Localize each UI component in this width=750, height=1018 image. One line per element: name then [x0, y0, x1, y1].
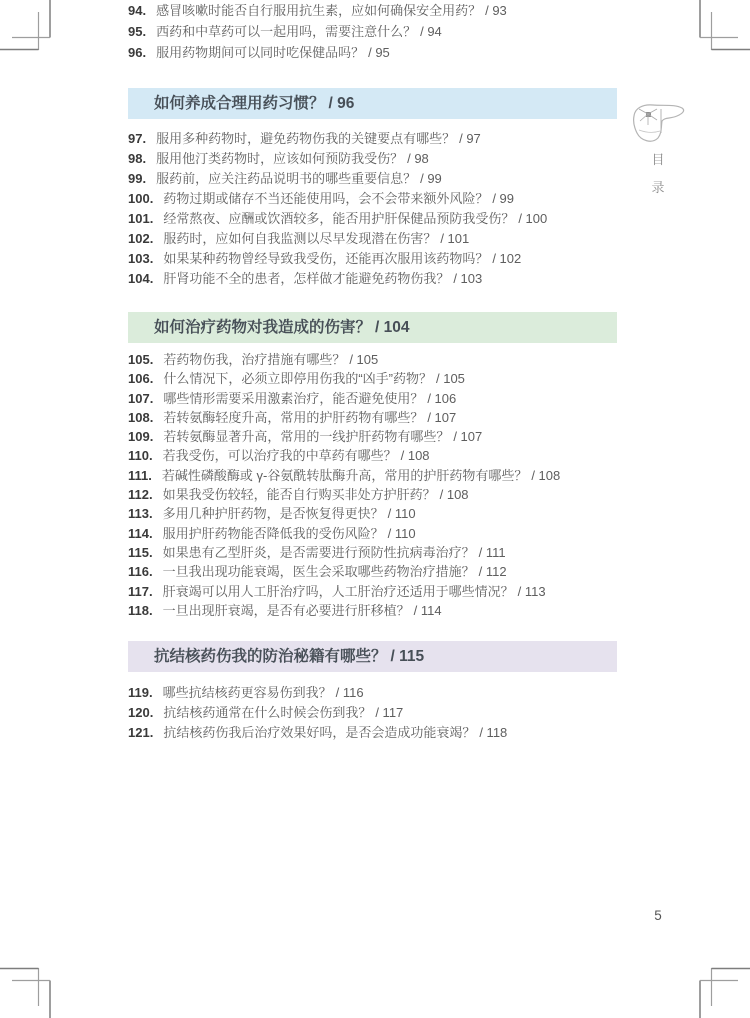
toc-item — [128, 446, 617, 465]
toc-item-page-ref: / 105 — [435, 371, 465, 387]
toc-item-text: 如果患有乙型肝炎，是否需要进行预防性抗病毒治疗？ — [162, 544, 475, 560]
section-page-ref: / 104 — [375, 319, 410, 336]
toc-item-page-ref: / 114 — [413, 602, 442, 618]
toc-item-page-ref: / 110 — [387, 525, 416, 541]
toc-item-text: 服用多种药物时，避免药物伤我的关键要点有哪些？ — [156, 131, 456, 146]
toc-item — [128, 543, 617, 562]
toc-item-text: 什么情况下，必须立即停用伤我的“凶手”药物？ — [163, 371, 432, 387]
toc-item-page-ref: / 107 — [453, 429, 483, 445]
toc-item-number: 111. — [128, 467, 152, 483]
toc-item-text: 感冒咳嗽时能否自行服用抗生素，应如何确保安全用药？ — [156, 3, 482, 18]
toc-item-number: 120. — [128, 705, 154, 721]
toc-item-text: 服药时，应如何自我监测以尽早发现潜在伤害？ — [163, 231, 437, 246]
toc-section-2 — [128, 312, 617, 620]
toc-item-number: 118. — [128, 602, 153, 618]
page-number: 5 — [654, 908, 662, 923]
toc-item — [128, 209, 617, 229]
toc-item-page-ref: / 97 — [459, 131, 481, 146]
toc-item-page-ref: / 103 — [453, 271, 483, 286]
toc-item-page-ref: / 118 — [479, 725, 508, 741]
liver-icon — [627, 100, 687, 148]
toc-item — [128, 169, 617, 189]
section-header-1 — [128, 88, 617, 119]
toc-item — [128, 582, 617, 601]
toc-item-number: 106. — [128, 371, 154, 387]
toc-section-2-list — [128, 350, 617, 620]
toc-item-number: 95. — [128, 24, 147, 39]
toc-item-number: 108. — [128, 409, 154, 425]
section-title: 如何养成合理用药习惯？ — [154, 95, 325, 112]
toc-item-text: 若我受伤，可以治疗我的中草药有哪些？ — [162, 448, 397, 464]
toc-item-number: 121. — [128, 725, 154, 741]
toc-item-number: 105. — [128, 352, 154, 367]
corner-mark-top-right — [690, 0, 750, 60]
toc-item-text: 服药前，应关注药品说明书的哪些重要信息？ — [156, 171, 417, 186]
toc-section-3-list — [128, 683, 617, 743]
section-page-ref: / 115 — [390, 648, 425, 666]
toc-item-page-ref: / 112 — [478, 564, 507, 580]
toc-item-number: 104. — [128, 271, 154, 286]
toc-item-number: 94. — [128, 3, 147, 18]
toc-item-text: 哪些情形需要采用激素治疗，能否避免使用？ — [163, 390, 424, 406]
toc-item — [128, 723, 617, 743]
toc-item-text: 若碱性磷酸酶或 γ-谷氨酰转肽酶升高，常用的护肝药物有哪些？ — [161, 467, 528, 483]
toc-item-number: 114. — [128, 525, 153, 541]
toc-item-number: 97. — [128, 131, 147, 146]
toc-item — [128, 42, 617, 63]
toc-item-text: 哪些抗结核药更容易伤到我？ — [162, 685, 332, 701]
toc-item-text: 多用几种护肝药物，是否恢复得更快？ — [162, 506, 384, 522]
toc-item-page-ref: / 99 — [420, 171, 442, 186]
toc-item — [128, 269, 617, 289]
margin-label-char-2: 录 — [651, 180, 665, 195]
toc-item-text: 肝衰竭可以用人工肝治疗吗，人工肝治疗还适用于哪些情况？ — [162, 583, 514, 599]
toc-item — [128, 601, 617, 620]
toc-item — [128, 249, 617, 269]
section-header-3 — [128, 641, 617, 672]
toc-item-page-ref: / 98 — [407, 151, 429, 166]
toc-item-page-ref: / 102 — [492, 251, 522, 266]
toc-item — [128, 369, 617, 388]
toc-item-number: 101. — [128, 211, 154, 226]
toc-section-3 — [128, 641, 617, 743]
margin-label-char-1: 目 — [651, 152, 665, 167]
toc-item — [128, 408, 617, 427]
toc-item-text: 抗结核药伤我后治疗效果好吗，是否会造成功能衰竭？ — [163, 725, 476, 741]
toc-content — [128, 0, 617, 743]
toc-item — [128, 389, 617, 408]
toc-item — [128, 350, 617, 369]
toc-item-number: 110. — [128, 448, 153, 464]
toc-item-page-ref: / 105 — [349, 352, 379, 367]
toc-intro-list — [128, 0, 617, 63]
toc-item-text: 肝肾功能不全的患者，怎样做才能避免药物伤我？ — [163, 271, 450, 286]
toc-item — [128, 485, 617, 504]
toc-item-text: 若药物伤我，治疗措施有哪些？ — [163, 352, 346, 367]
section-title: 如何治疗药物对我造成的伤害？ — [154, 319, 372, 336]
toc-item — [128, 21, 617, 42]
toc-item-text: 服用护肝药物能否降低我的受伤风险？ — [162, 525, 384, 541]
toc-item — [128, 189, 617, 209]
toc-item — [128, 427, 617, 446]
toc-item-page-ref: / 110 — [387, 506, 416, 522]
toc-item-number: 115. — [128, 544, 153, 560]
toc-item-page-ref: / 111 — [478, 544, 506, 560]
toc-item-text: 一旦我出现功能衰竭，医生会采取哪些药物治疗措施？ — [162, 564, 475, 580]
toc-item-page-ref: / 107 — [427, 409, 457, 425]
toc-item-text: 若转氨酶轻度升高，常用的护肝药物有哪些？ — [163, 409, 424, 425]
toc-item-text: 服用他汀类药物时，应该如何预防我受伤？ — [156, 151, 404, 166]
toc-item — [128, 504, 617, 523]
toc-item-page-ref: / 99 — [492, 191, 515, 206]
toc-item-page-ref: / 100 — [518, 211, 548, 226]
toc-item-number: 98. — [128, 151, 147, 166]
toc-item-page-ref: / 106 — [427, 390, 457, 406]
toc-item-number: 116. — [128, 564, 153, 580]
toc-item — [128, 524, 617, 543]
toc-item-number: 109. — [128, 429, 154, 445]
toc-item-page-ref: / 95 — [368, 45, 390, 60]
toc-item-page-ref: / 101 — [440, 231, 470, 246]
toc-item-number: 102. — [128, 231, 154, 246]
toc-margin-label — [650, 149, 666, 196]
section-title: 抗结核药伤我的防治秘籍有哪些？ — [154, 648, 387, 666]
toc-item-text: 药物过期或储存不当还能使用吗，会不会带来额外风险？ — [163, 191, 489, 206]
toc-item-text: 如果某种药物曾经导致我受伤，还能再次服用该药物吗？ — [163, 251, 489, 266]
corner-mark-top-left — [0, 0, 60, 60]
toc-item-number: 107. — [128, 390, 154, 406]
toc-section-1-list — [128, 129, 617, 289]
toc-item — [128, 129, 617, 149]
toc-item-page-ref: / 93 — [485, 3, 507, 18]
toc-item-page-ref: / 94 — [420, 24, 442, 39]
toc-item-number: 119. — [128, 685, 153, 701]
toc-item — [128, 466, 617, 485]
corner-mark-bottom-left — [0, 958, 60, 1018]
toc-item-page-ref: / 108 — [531, 467, 561, 483]
toc-item-text: 西药和中草药可以一起用吗，需要注意什么？ — [156, 24, 417, 39]
toc-item-number: 103. — [128, 251, 154, 266]
toc-item — [128, 229, 617, 249]
toc-item-text: 服用药物期间可以同时吃保健品吗？ — [156, 45, 365, 60]
toc-item-page-ref: / 108 — [439, 487, 469, 503]
toc-item-number: 113. — [128, 506, 153, 522]
section-header-2 — [128, 312, 617, 343]
toc-item-text: 抗结核药通常在什么时候会伤到我？ — [163, 705, 372, 721]
toc-item-text: 经常熬夜、应酬或饮酒较多，能否用护肝保健品预防我受伤？ — [163, 211, 515, 226]
toc-item-text: 如果我受伤较轻，能否自行购买非处方护肝药？ — [162, 487, 436, 503]
toc-section-1 — [128, 88, 617, 289]
toc-item — [128, 0, 617, 21]
toc-item-number: 117. — [128, 583, 153, 599]
corner-mark-bottom-right — [690, 958, 750, 1018]
toc-item — [128, 562, 617, 581]
toc-item-text: 一旦出现肝衰竭，是否有必要进行肝移植？ — [162, 602, 410, 618]
toc-item-number: 100. — [128, 191, 154, 206]
toc-item — [128, 149, 617, 169]
section-page-ref: / 96 — [328, 95, 355, 112]
toc-item — [128, 683, 617, 703]
toc-item-number: 112. — [128, 487, 153, 503]
toc-item-page-ref: / 108 — [400, 448, 430, 464]
toc-item — [128, 703, 617, 723]
toc-item-number: 96. — [128, 45, 147, 60]
toc-item-page-ref: / 116 — [335, 685, 364, 701]
toc-item-text: 若转氨酶显著升高，常用的一线护肝药物有哪些？ — [163, 429, 450, 445]
toc-item-page-ref: / 117 — [375, 705, 404, 721]
toc-item-number: 99. — [128, 171, 147, 186]
toc-item-page-ref: / 113 — [517, 583, 546, 599]
